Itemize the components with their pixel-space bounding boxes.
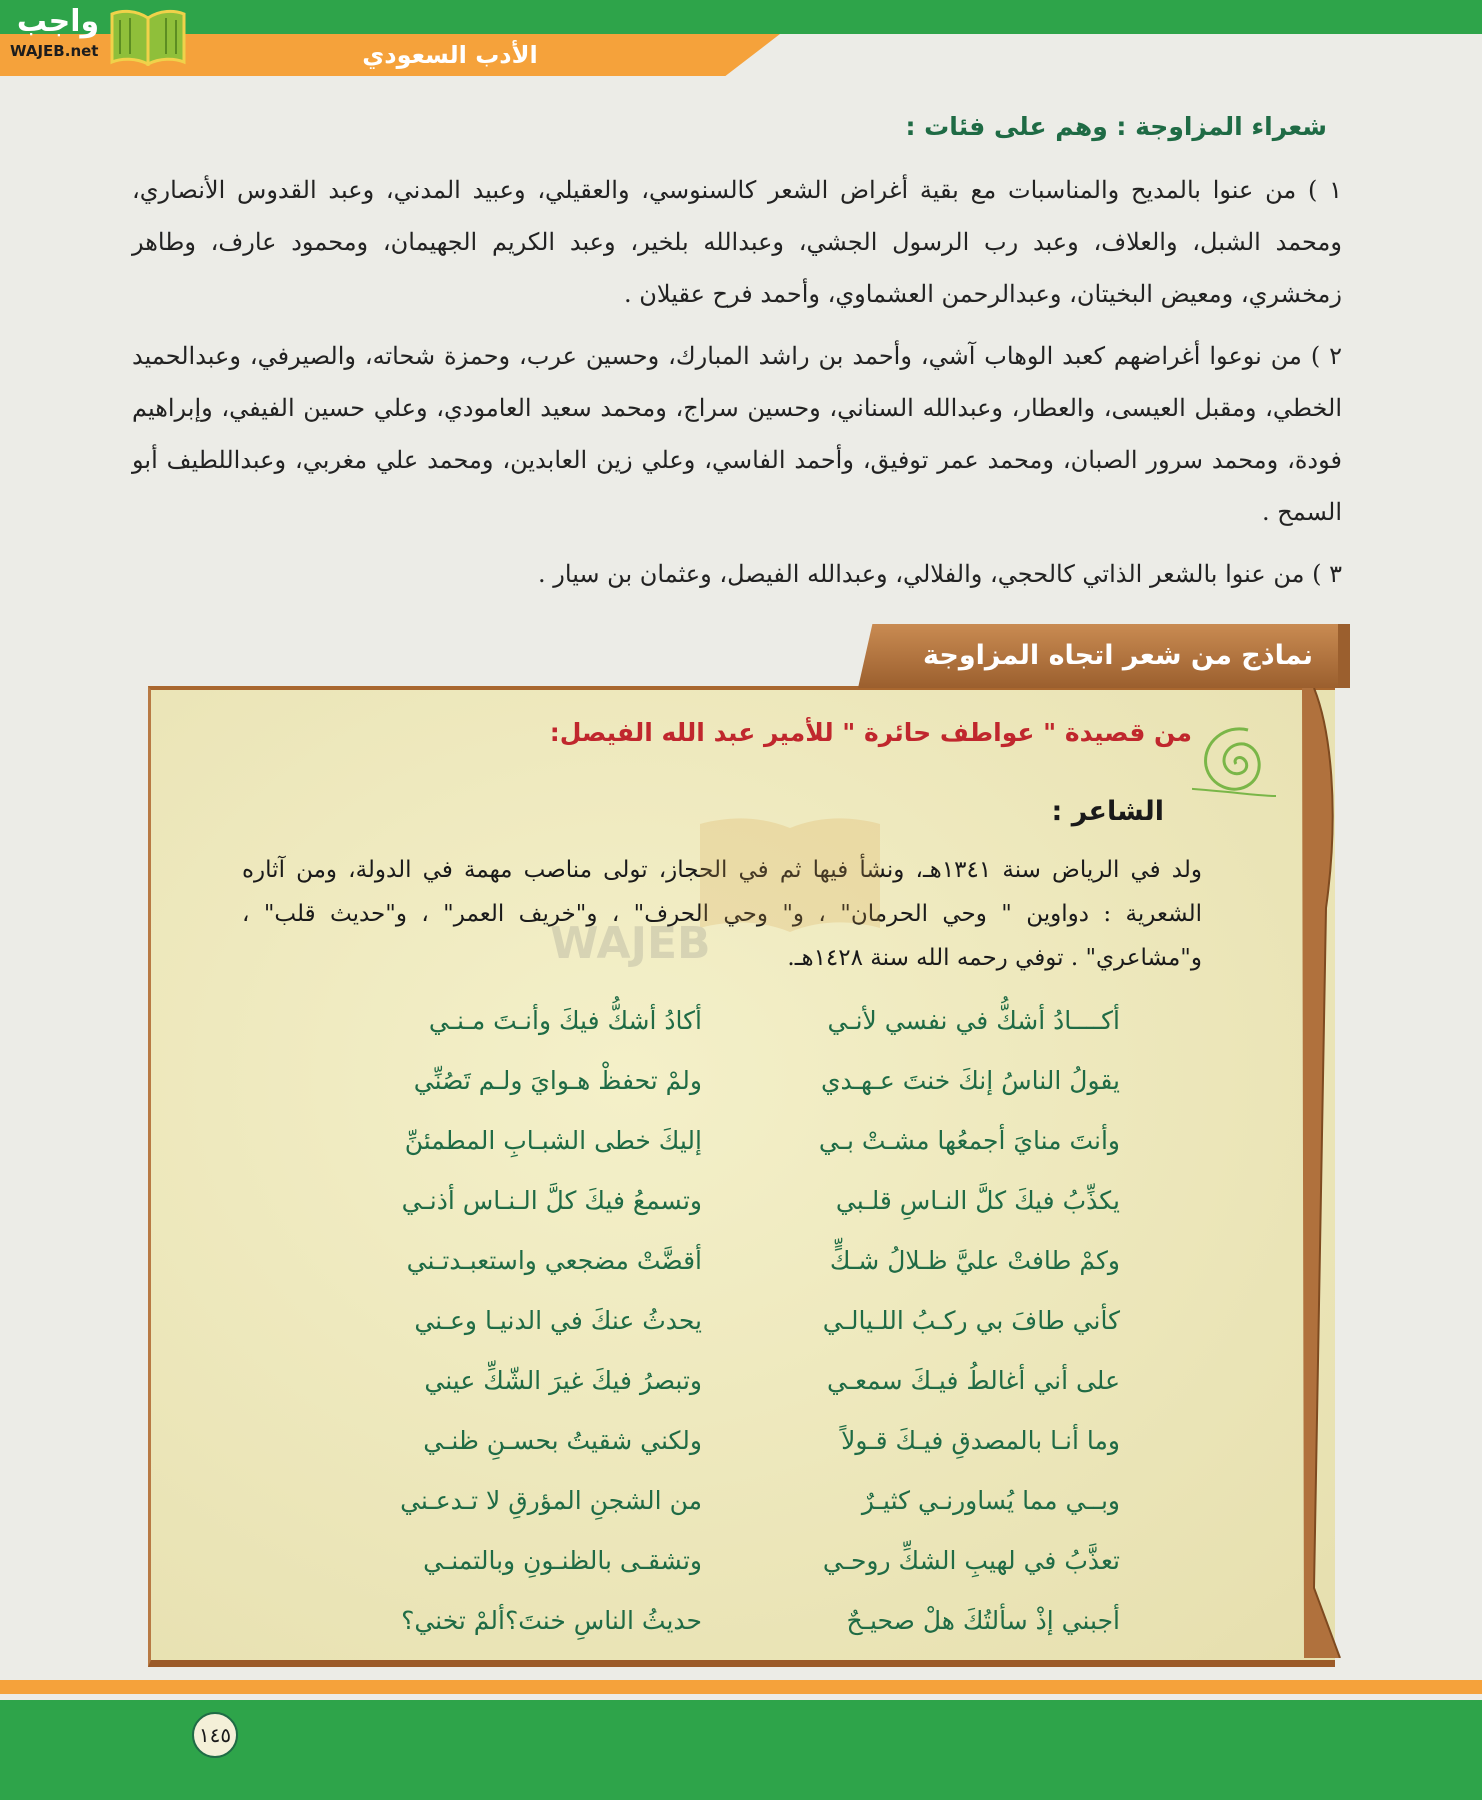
footer-orange-band bbox=[0, 1680, 1482, 1694]
poem-title: من قصيدة " عواطف حائرة " للأمير عبد الله الفيصل: bbox=[549, 718, 1192, 747]
verse-first-half: يقولُ الناسُ إنكَ خنتَ عـهـدي bbox=[820, 1066, 1120, 1095]
verse-first-half: أكــــادُ أشكُّ في نفسي لأنـي bbox=[827, 1006, 1120, 1035]
logo-text-english: WAJEB.net bbox=[10, 42, 99, 60]
verse-line bbox=[330, 1600, 1120, 1660]
top-green-bar bbox=[0, 0, 1482, 34]
verse-first-half: أجبني إذْ سألتُكَ هلْ صحيـحٌ bbox=[846, 1606, 1120, 1635]
verse-second-half: أكادُ أشكُّ فيكَ وأنـتَ مـنـي bbox=[428, 1006, 702, 1035]
verse-first-half: على أني أغالطُ فيـكَ سمعـي bbox=[826, 1366, 1120, 1395]
verse-line bbox=[330, 1300, 1120, 1360]
banner-title: نماذج من شعر اتجاه المزاوجة bbox=[923, 640, 1313, 671]
verse-second-half: وتسمعُ فيكَ كلَّ الـنـاس أذنـي bbox=[401, 1186, 702, 1215]
open-book-icon bbox=[108, 6, 188, 66]
verse-second-half: من الشجنِ المؤرقِ لا تـدعـني bbox=[400, 1486, 702, 1515]
verse-line bbox=[330, 1540, 1120, 1600]
verse-line bbox=[330, 1180, 1120, 1240]
panel-curl-edge bbox=[1300, 688, 1344, 1658]
verse-second-half: وتشقـى بالظنـونِ وبالتمنـي bbox=[423, 1546, 702, 1575]
verse-first-half: وأنتَ منايَ أجمعُها مشـتْ بـي bbox=[818, 1126, 1120, 1155]
banner-edge bbox=[1338, 624, 1350, 688]
verse-line bbox=[330, 1060, 1120, 1120]
verse-first-half: وكمْ طافتْ عليَّ ظـلالُ شـكٍّ bbox=[829, 1246, 1120, 1275]
poem-verses bbox=[330, 1000, 1120, 1660]
verse-line bbox=[330, 1420, 1120, 1480]
verse-line bbox=[330, 1480, 1120, 1540]
svg-text:WAJEB: WAJEB bbox=[550, 918, 711, 969]
verse-second-half: ولمْ تحفظْ هـوايَ ولـم تَصُنِّي bbox=[413, 1066, 702, 1095]
wajeb-logo[interactable] bbox=[8, 4, 188, 66]
verse-first-half: يكذِّبُ فيكَ كلَّ النـاسِ قلـبي bbox=[835, 1186, 1120, 1215]
verse-second-half: إليكَ خطى الشبـابِ المطمئنِّ bbox=[404, 1126, 702, 1155]
verse-line bbox=[330, 1120, 1120, 1180]
poet-label: الشاعر : bbox=[1051, 796, 1164, 827]
poet-biography: ولد في الرياض سنة ١٣٤١هـ، ونشأ فيها ثم في الحجاز، تولى مناصب مهمة في الدولة، ومن آثاره الشعرية : دواوين " وحي الحرمان" ، و" وحي الحرف" ، و"خريف العمر" ، و"حديث قلب" ، و"مشاعري" . توفي رحمه الله سنة ١٤٢٨هـ. bbox=[242, 857, 1202, 971]
verse-second-half: حديثُ الناسِ خنتَ؟ألمْ تخني؟ bbox=[401, 1606, 702, 1635]
poet-category-1: ١ ) من عنوا بالمديح والمناسبات مع بقية أغراض الشعر كالسنوسي، والعقيلي، وعبيد المدني، وعبد القدوس الأنصاري، ومحمد الشبل، والعلاف، وعبد رب الرسول الجشي، وعبدالله بلخير، وعبد الكريم الجهيمان، ومحمود عارف، وطاهر زمخشري، ومعيض البخيتان، وعبدالرحمن العشماوي، وأحمد فرح عقيلان . bbox=[132, 176, 1342, 308]
verse-first-half: وما أنـا بالمصدقِ فيـكَ قـولاً bbox=[841, 1426, 1120, 1455]
verse-first-half: وبــي مما يُساورنـي كثيـرٌ bbox=[861, 1486, 1120, 1515]
header-title: الأدب السعودي bbox=[362, 41, 538, 69]
verse-second-half: يحدثُ عنكَ في الدنيـا وعـني bbox=[414, 1306, 702, 1335]
verse-second-half: ولكني شقيتُ بحسـنِ ظنـي bbox=[423, 1426, 702, 1455]
poet-category-2: ٢ ) من نوعوا أغراضهم كعبد الوهاب آشي، وأحمد بن راشد المبارك، وحسين عرب، وحمزة شحاته، والصيرفي، وعبدالحميد الخطي، ومقبل العيسى، والعطار، وعبدالله السناني، وحسين سراج، ومحمد سعيد العامودي، وعلي حسين الفيفي، وإبراهيم فودة، ومحمد سرور الصبان، ومحمد عمر توفيق، وأحمد الفاسي، وعلي زين العابدين، ومحمد علي مغربي، وعبداللطيف أبو السمح . bbox=[132, 342, 1342, 526]
verse-first-half: كأني طافَ بي ركـبُ اللـيالـي bbox=[822, 1306, 1120, 1335]
poets-section-heading: شعراء المزاوجة : وهم على فئات : bbox=[905, 112, 1327, 141]
page-number: ١٤٥ bbox=[192, 1712, 238, 1758]
verse-first-half: تعذَّبُ في لهيبِ الشكِّ روحـي bbox=[822, 1546, 1120, 1575]
verse-line bbox=[330, 1360, 1120, 1420]
verse-second-half: أقضَّتْ مضجعي واستعبـدتـني bbox=[406, 1246, 702, 1275]
verse-line bbox=[330, 1000, 1120, 1060]
logo-text-arabic: واجب bbox=[16, 4, 100, 39]
verse-second-half: وتبصرُ فيكَ غيرَ الشّكِّ عيني bbox=[424, 1366, 702, 1395]
poet-category-3: ٣ ) من عنوا بالشعر الذاتي كالحجي، والفلالي، وعبدالله الفيصل، وعثمان بن سيار . bbox=[538, 560, 1342, 588]
verse-line bbox=[330, 1240, 1120, 1300]
section-banner bbox=[858, 624, 1338, 688]
spiral-ornament-icon bbox=[1192, 718, 1280, 808]
